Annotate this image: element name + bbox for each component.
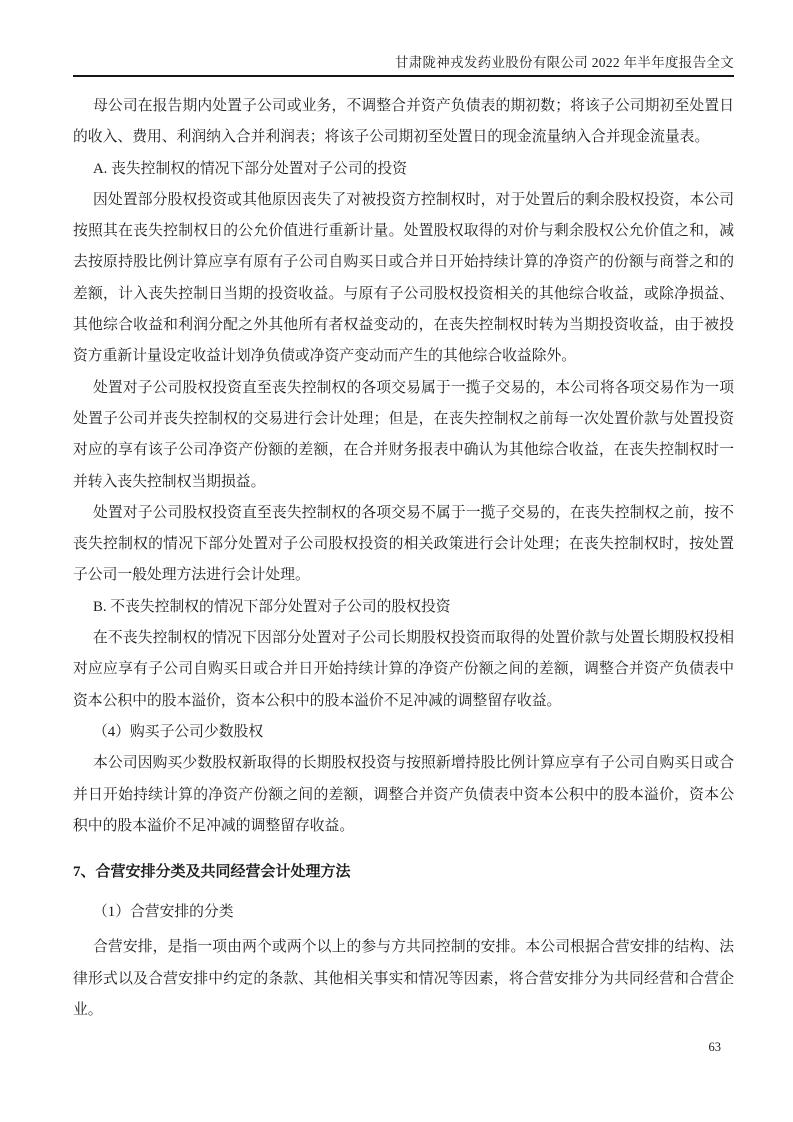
item-1-joint-arrangement-title: （1）合营安排的分类 xyxy=(93,904,234,921)
page-number: 63 xyxy=(708,1040,721,1054)
paragraph-minority-equity: 本公司因购买少数股权新取得的长期股权投资与按照新增持股比例计算应享有子公司自购买日或合并日开始持续计算的净资产份额之间的差额，调整合并资产负债表中资本公积中的股本溢价，资本公积中的股本溢价不足冲减的调整留存收益。 xyxy=(73,755,734,834)
page-header xyxy=(73,0,734,77)
item-4-minority-equity-title: （4）购买子公司少数股权 xyxy=(93,723,264,740)
paragraph-loss-of-control: 因处置部分股权投资或其他原因丧失了对被投资方控制权时，对于处置后的剩余股权投资，本公司按照其在丧失控制权日的公允价值进行重新计量。处置股权取得的对价与剩余股权公允价值之和，减去按原持股比例计算应享有原有子公司自购买日或合并日开始持续计算的净资产的份额与商誉之和的差额，计入丧失控制日当期的投资收益。与原有子公司股权投资相关的其他综合收益，或除净损益、其他综合收益和利润分配之外其他所有者权益变动的，在丧失控制权时转为当期投资收益，由于被投资方重新计量设定收益计划净负债或净资产变动而产生的其他综合收益除外。 xyxy=(73,191,734,365)
item-a-loss-of-control-title: A. 丧失控制权的情况下部分处置对子公司的投资 xyxy=(93,160,408,177)
paragraph-disposal-period: 母公司在报告期内处置子公司或业务，不调整合并资产负债表的期初数；将该子公司期初至处置日的收入、费用、利润纳入合并利润表；将该子公司期初至处置日的现金流量纳入合并现金流量表。 xyxy=(73,98,734,146)
item-b-no-loss-of-control-title: B. 不丧失控制权的情况下部分处置对子公司的股权投资 xyxy=(93,598,451,615)
paragraph-package-transaction: 处置对子公司股权投资直至丧失控制权的各项交易属于一揽子交易的，本公司将各项交易作为一项处置子公司并丧失控制权的交易进行会计处理；但是，在丧失控制权之前每一次处置价款与处置投资对应的享有该子公司净资产份额的差额，在合并财务报表中确认为其他综合收益，在丧失控制权时一并转入丧失控制权当期损益。 xyxy=(73,379,734,490)
section-7-heading: 7、合营安排分类及共同经营会计处理方法 xyxy=(73,864,351,881)
paragraph-no-loss-of-control: 在不丧失控制权的情况下因部分处置对子公司长期股权投资而取得的处置价款与处置长期股权投相对应应享有子公司自购买日或合并日开始持续计算的净资产份额之间的差额，调整合并资产负债表中资本公积中的股本溢价，资本公积中的股本溢价不足冲减的调整留存收益。 xyxy=(73,630,734,709)
report-header-title: 甘肃陇神戎发药业股份有限公司 2022 年半年度报告全文 xyxy=(394,55,734,70)
paragraph-non-package-transaction: 处置对子公司股权投资直至丧失控制权的各项交易不属于一揽子交易的，在丧失控制权之前，按不丧失控制权的情况下部分处置对子公司股权投资的相关政策进行会计处理；在丧失控制权时，按处置子公司一般处理方法进行会计处理。 xyxy=(73,504,734,584)
paragraph-joint-arrangement: 合营安排，是指一项由两个或两个以上的参与方共同控制的安排。本公司根据合营安排的结构、法律形式以及合营安排中约定的条款、其他相关事实和情况等因素，将合营安排分为共同经营和合营企业。 xyxy=(73,939,734,1019)
document-body xyxy=(73,91,734,1026)
